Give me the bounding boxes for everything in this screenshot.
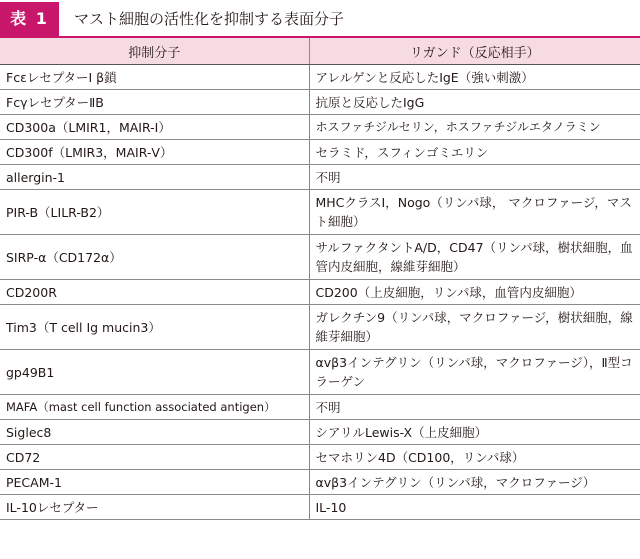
ligand-cell: アレルゲンと反応したIgE（強い刺激） <box>309 65 640 90</box>
molecule-cell: MAFA（mast cell function associated antigen） <box>0 395 309 420</box>
table-row <box>0 445 640 470</box>
table-row <box>0 90 640 115</box>
molecule-cell: CD300a（LMIR1，MAIR-Ⅰ） <box>0 115 309 140</box>
table-row <box>0 305 640 350</box>
ligand-cell: ホスファチジルセリン，ホスファチジルエタノラミン <box>309 115 640 140</box>
column-header-ligand: リガンド（反応相手） <box>309 38 640 65</box>
ligand-cell: セラミド，スフィンゴミエリン <box>309 140 640 165</box>
table-header <box>0 0 640 36</box>
ligand-cell: 不明 <box>309 165 640 190</box>
molecule-cell: Siglec8 <box>0 420 309 445</box>
table-header-row <box>0 38 640 65</box>
ligand-cell: IL-10 <box>309 495 640 520</box>
molecule-cell: CD72 <box>0 445 309 470</box>
ligand-cell: セマホリン4D（CD100，リンパ球） <box>309 445 640 470</box>
ligand-cell: αvβ3インテグリン（リンパ球，マクロファージ） <box>309 470 640 495</box>
table-row <box>0 165 640 190</box>
table-title: マスト細胞の活性化を抑制する表面分子 <box>74 10 345 28</box>
table-row <box>0 280 640 305</box>
ligand-cell: 不明 <box>309 395 640 420</box>
table-number-badge: 表 1 <box>0 2 59 36</box>
molecule-cell: FcγレセプターⅡB <box>0 90 309 115</box>
table-row <box>0 470 640 495</box>
table-row <box>0 235 640 280</box>
ligand-cell: シアリルLewis-X（上皮細胞） <box>309 420 640 445</box>
table-row <box>0 115 640 140</box>
molecule-cell: FcεレセプターⅠ β鎖 <box>0 65 309 90</box>
molecule-cell: Tim3（T cell Ig mucin3） <box>0 305 309 350</box>
molecule-cell: allergin-1 <box>0 165 309 190</box>
molecule-cell: SIRP-α（CD172α） <box>0 235 309 280</box>
table-row <box>0 420 640 445</box>
molecule-cell: CD300f（LMIR3，MAIR-Ⅴ） <box>0 140 309 165</box>
table-row <box>0 190 640 235</box>
ligand-cell: CD200（上皮細胞，リンパ球，血管内皮細胞） <box>309 280 640 305</box>
molecule-cell: PECAM-1 <box>0 470 309 495</box>
table-row <box>0 65 640 90</box>
ligand-cell: 抗原と反応したIgG <box>309 90 640 115</box>
ligand-cell: サルファクタントA/D，CD47（リンパ球，樹状細胞，血管内皮細胞，線維芽細胞） <box>309 235 640 280</box>
molecule-cell: CD200R <box>0 280 309 305</box>
ligand-cell: αvβ3インテグリン（リンパ球，マクロファージ），Ⅱ型コラーゲン <box>309 350 640 395</box>
column-header-molecule: 抑制分子 <box>0 38 309 65</box>
molecule-cell: PIR-B（LILR-B2） <box>0 190 309 235</box>
table-row <box>0 140 640 165</box>
table-row <box>0 395 640 420</box>
table-row <box>0 495 640 520</box>
ligand-cell: ガレクチン9（リンパ球，マクロファージ，樹状細胞，線維芽細胞） <box>309 305 640 350</box>
molecule-cell: gp49B1 <box>0 350 309 395</box>
ligand-cell: MHCクラスⅠ，Nogo（リンパ球， マクロファージ，マスト細胞） <box>309 190 640 235</box>
inhibitory-molecules-table <box>0 38 640 520</box>
molecule-cell: IL-10レセプター <box>0 495 309 520</box>
table-row <box>0 350 640 395</box>
